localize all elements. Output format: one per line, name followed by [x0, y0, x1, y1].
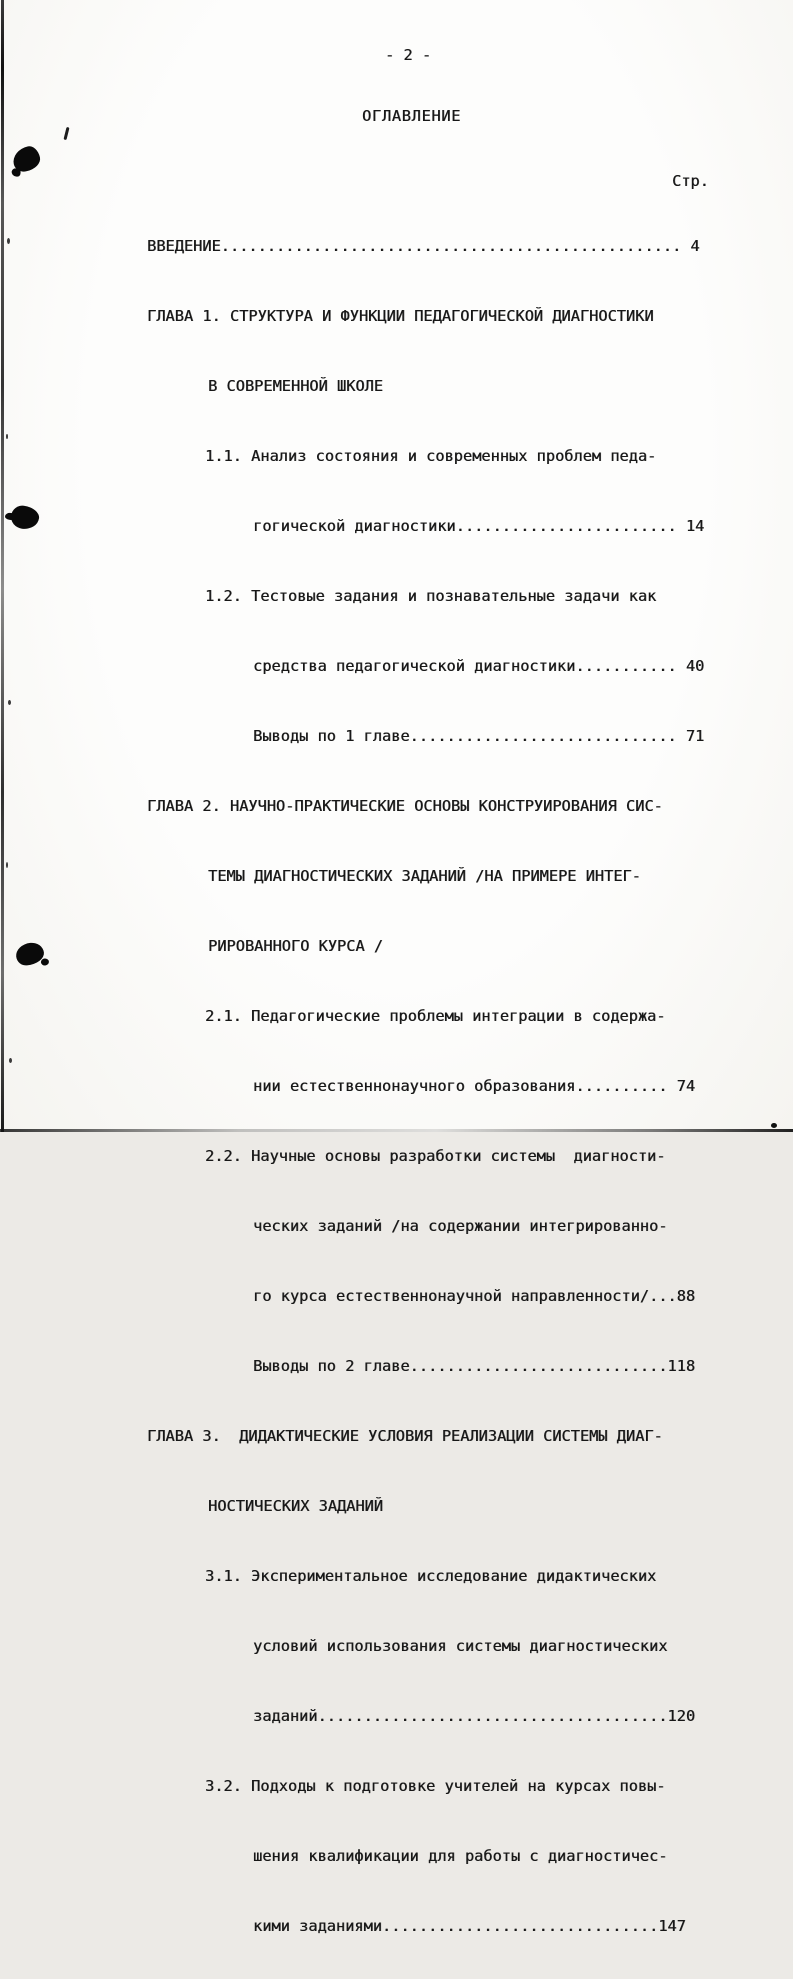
toc-line: 1.2. Тестовые задания и познавательные задачи как	[205, 587, 657, 605]
toc-line: шения квалификации для работы с диагностичес-	[253, 1847, 668, 1865]
page-column-label: Стр.	[672, 172, 709, 190]
toc-line: 3.2. Подходы к подготовке учителей на курсах повы-	[205, 1777, 666, 1795]
toc-line: ГЛАВА 3. ДИДАКТИЧЕСКИЕ УСЛОВИЯ РЕАЛИЗАЦИИ СИСТЕМЫ ДИАГ-	[147, 1427, 663, 1445]
table-of-contents	[147, 193, 704, 1979]
toc-line: кими заданиями..............................147	[253, 1917, 686, 1935]
toc-line: ТЕМЫ ДИАГНОСТИЧЕСКИХ ЗАДАНИЙ /НА ПРИМЕРЕ ИНТЕГ-	[208, 867, 641, 885]
toc-line: средства педагогической диагностики........... 40	[253, 657, 705, 675]
toc-line: Выводы по 1 главе............................. 71	[253, 727, 705, 745]
scan-speck-corner	[771, 1123, 777, 1128]
stray-pen-mark	[63, 127, 69, 140]
toc-line: ГЛАВА 1. СТРУКТУРА И ФУНКЦИИ ПЕДАГОГИЧЕСКОЙ ДИАГНОСТИКИ	[147, 307, 654, 325]
ink-blot-middle	[10, 504, 41, 531]
page-number: - 2 -	[385, 46, 432, 64]
page-title: ОГЛАВЛЕНИЕ	[362, 107, 462, 125]
ink-blot-top	[11, 144, 42, 173]
scan-speck	[7, 238, 10, 244]
toc-line: 1.1. Анализ состояния и современных проблем педа-	[205, 447, 657, 465]
toc-line: ВВЕДЕНИЕ.................................................. 4	[147, 237, 700, 255]
scan-speck	[6, 862, 8, 868]
toc-line: 2.1. Педагогические проблемы интеграции в содержа-	[205, 1007, 666, 1025]
scan-speck	[9, 1058, 12, 1063]
toc-line: РИРОВАННОГО КУРСА /	[208, 937, 383, 955]
scan-speck	[8, 700, 11, 705]
toc-line: Выводы по 2 главе............................118	[253, 1357, 696, 1375]
toc-line: 3.1. Экспериментальное исследование дидактических	[205, 1567, 657, 1585]
toc-line: нии естественнонаучного образования.......... 74	[253, 1077, 696, 1095]
ink-blot-bottom	[15, 942, 45, 967]
toc-line: го курса естественнонаучной направленности/...88	[253, 1287, 696, 1305]
toc-line: ГЛАВА 2. НАУЧНО-ПРАКТИЧЕСКИЕ ОСНОВЫ КОНСТРУИРОВАНИЯ СИС-	[147, 797, 663, 815]
toc-line: В СОВРЕМЕННОЙ ШКОЛЕ	[208, 377, 383, 395]
toc-line: 2.2. Научные основы разработки системы диагности-	[205, 1147, 666, 1165]
toc-line: условий использования системы диагностических	[253, 1637, 668, 1655]
scan-edge-shadow	[1, 0, 4, 1132]
toc-line: заданий......................................120	[253, 1707, 696, 1725]
toc-line: НОСТИЧЕСКИХ ЗАДАНИЙ	[208, 1497, 383, 1515]
toc-line: ческих заданий /на содержании интегрированно-	[253, 1217, 668, 1235]
toc-line: гогической диагностики........................ 14	[253, 517, 705, 535]
scan-speck	[6, 434, 8, 439]
